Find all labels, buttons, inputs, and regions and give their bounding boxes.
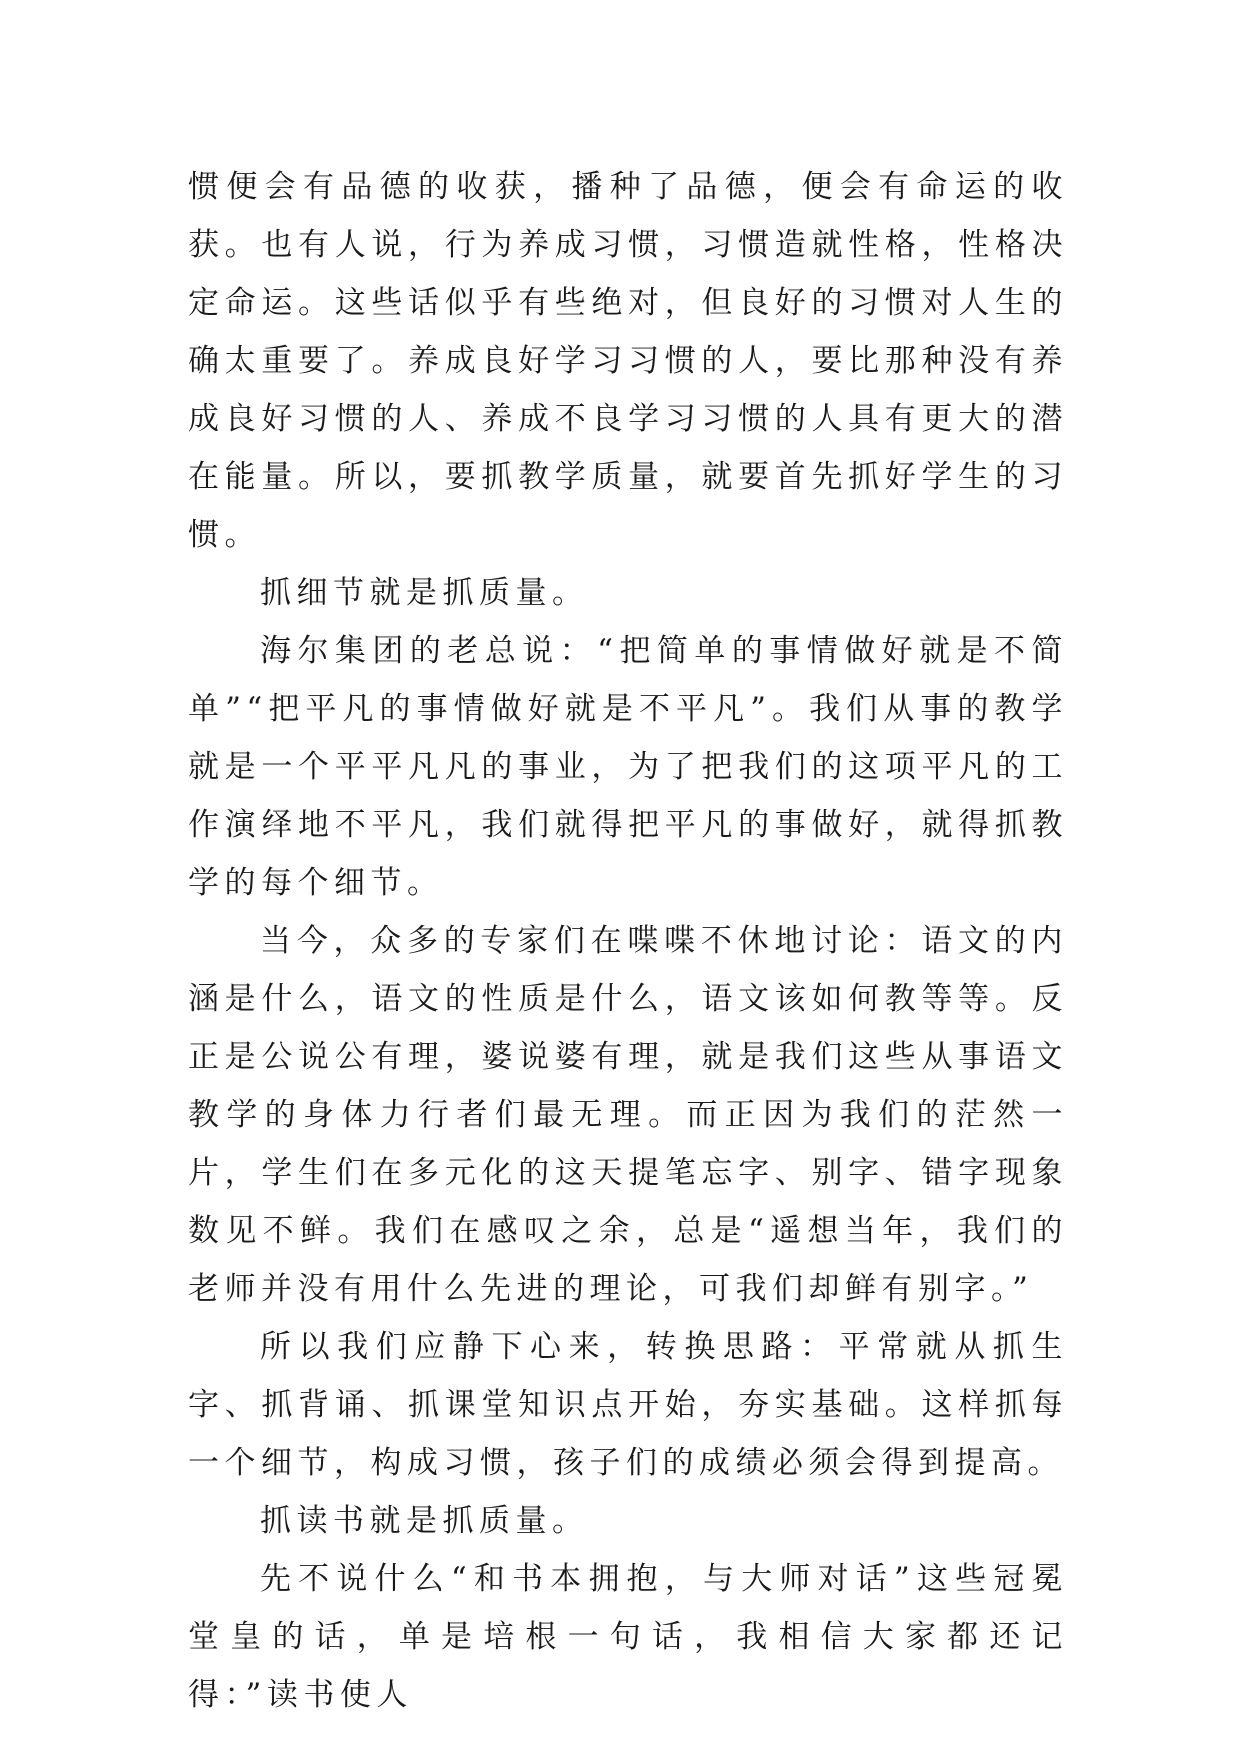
paragraph-experts-discussion: 当今，众多的专家们在喋喋不休地讨论：语文的内涵是什么，语文的性质是什么，语文该如何教等等。反正是公说公有理，婆说婆有理，就是我们这些从事语文教学的身体力行者们最无理。而正因为我们的茫然一片，学生们在多元化的这天提笔忘字、别字、错字现象数见不鲜。我们在感叹之余，总是“遥想当年，我们的老师并没有用什么先进的理论，可我们却鲜有别字。” (188, 923, 1068, 1307)
paragraph-reading-heading: 抓读书就是抓质量。 (260, 1503, 589, 1539)
paragraph-bacon-quote: 先不说什么“和书本拥抱，与大师对话”这些冠冕堂皇的话，单是培根一句话，我相信大家都还记得：”读书使人 (188, 1561, 1068, 1713)
paragraph-haier-quote: 海尔集团的老总说：“把简单的事情做好就是不简单”“把平凡的事情做好就是不平凡”。我们从事的教学就是一个平平凡凡的事业，为了把我们的这项平凡的工作演绎地不平凡，我们就得把平凡的事做好，就得抓教学的每个细节。 (188, 633, 1068, 901)
paragraph-change-thinking: 所以我们应静下心来，转换思路：平常就从抓生字、抓背诵、抓课堂知识点开始，夯实基础。这样抓每一个细节，构成习惯，孩子们的成绩必须会得到提高。 (188, 1329, 1068, 1481)
paragraph-details-heading: 抓细节就是抓质量。 (260, 575, 589, 611)
paragraph-habit-continuation: 惯便会有品德的收获，播种了品德，便会有命运的收获。也有人说，行为养成习惯，习惯造就性格，性格决定命运。这些话似乎有些绝对，但良好的习惯对人生的确太重要了。养成良好学习习惯的人，要比那种没有养成良好习惯的人、养成不良学习习惯的人具有更大的潜在能量。所以，要抓教学质量，就要首先抓好学生的习惯。 (188, 169, 1068, 553)
document-body (188, 158, 1068, 1724)
